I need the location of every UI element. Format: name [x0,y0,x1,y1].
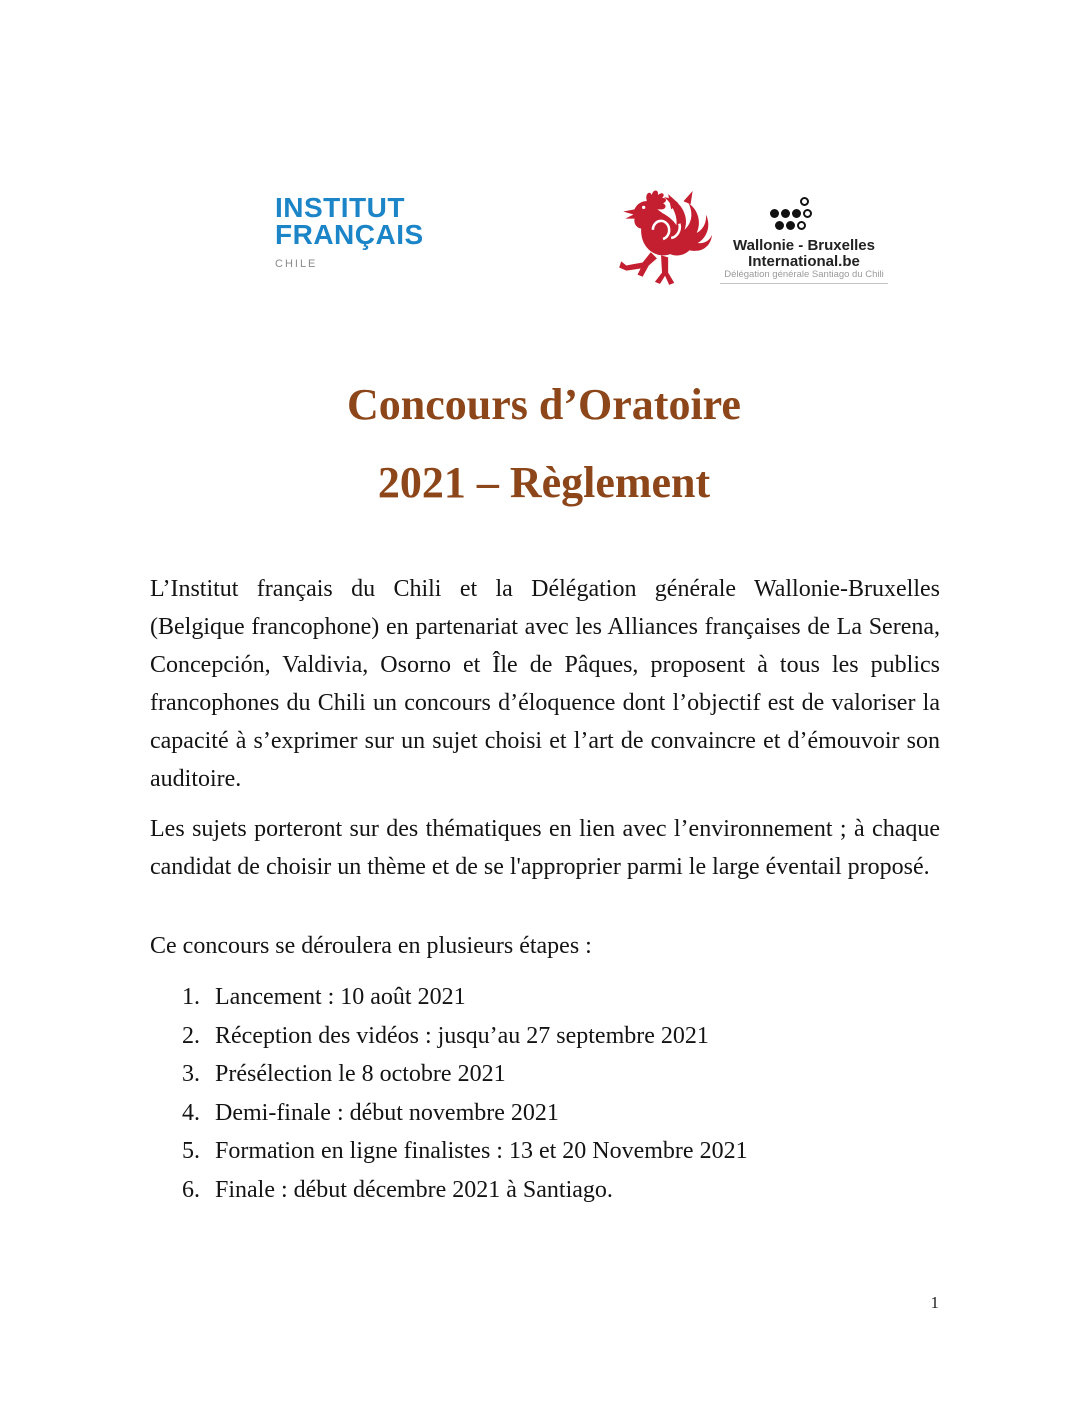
steps-list [150,978,940,1209]
themes-paragraph: Les sujets porteront sur des thématiques en lien avec l’environnement ; à chaque candidat de choisir un thème et de se l'approprier parmi le large éventail proposé. [150,816,940,880]
document-title-line1: Concours d’Oratoire [347,380,741,429]
list-item [182,1094,940,1133]
wbi-dot [797,221,806,230]
list-item-label: Formation en ligne finalistes : 13 et 20 Novembre 2021 [215,1138,748,1164]
wbi-name-line1: Wallonie - Bruxelles [733,237,875,254]
list-item [182,1017,940,1056]
list-item-number: 5. [182,1138,200,1164]
list-item-label: Présélection le 8 octobre 2021 [215,1061,506,1087]
wbi-delegation-label: Délégation générale Santiago du Chili [720,270,888,284]
list-item-number: 6. [182,1176,200,1203]
walloon-rooster-icon [610,186,712,294]
list-item-number: 2. [182,1022,200,1049]
wbi-name-line2: International.be [748,253,860,270]
list-item-label: Réception des vidéos : jusqu’au 27 septembre 2021 [215,1022,709,1049]
document-title [0,366,1088,522]
page-number: 1 [930,1293,939,1312]
wbi-dot [803,209,812,218]
wbi-dot [775,221,784,230]
wbi-logo [718,190,890,286]
if-logo-line1: INSTITUT [275,192,405,223]
document-title-line2: 2021 – Règlement [377,458,711,507]
wbi-dot [792,209,801,218]
list-item [182,1055,940,1094]
institut-francais-logo [275,194,424,270]
list-item-label: Lancement : 10 août 2021 [215,984,466,1010]
list-item-number: 1. [182,984,200,1010]
wbi-dot [800,197,809,206]
steps-intro: Ce concours se déroulera en plusieurs étapes : [150,933,592,959]
list-item [182,1132,940,1171]
list-item [182,1171,940,1210]
list-item [182,978,940,1017]
if-logo-line2: FRANÇAIS [275,219,424,250]
wbi-dot [786,221,795,230]
intro-paragraph: L’Institut français du Chili et la Délégation générale Wallonie-Bruxelles (Belgique francophone) en partenariat avec les Alliances françaises de La Serena, Concepción, Valdivia, Osorno et Île de Pâques, proposent à tous les publics francophones du Chili un concours d’éloquence dont l’objectif est de valoriser la capacité à s’exprimer sur un sujet choisi et l’art de convaincre et d’émouvoir son auditoire. [150,576,940,792]
wbi-dot [781,209,790,218]
wbi-dots-icon [718,190,890,232]
list-item-label: Demi-finale : début novembre 2021 [215,1099,559,1126]
list-item-number: 3. [182,1061,200,1087]
list-item-label: Finale : début décembre 2021 à Santiago. [215,1176,613,1203]
document-body [150,570,940,1209]
list-item-number: 4. [182,1099,200,1126]
wbi-dot [770,209,779,218]
if-logo-country: CHILE [275,258,318,270]
